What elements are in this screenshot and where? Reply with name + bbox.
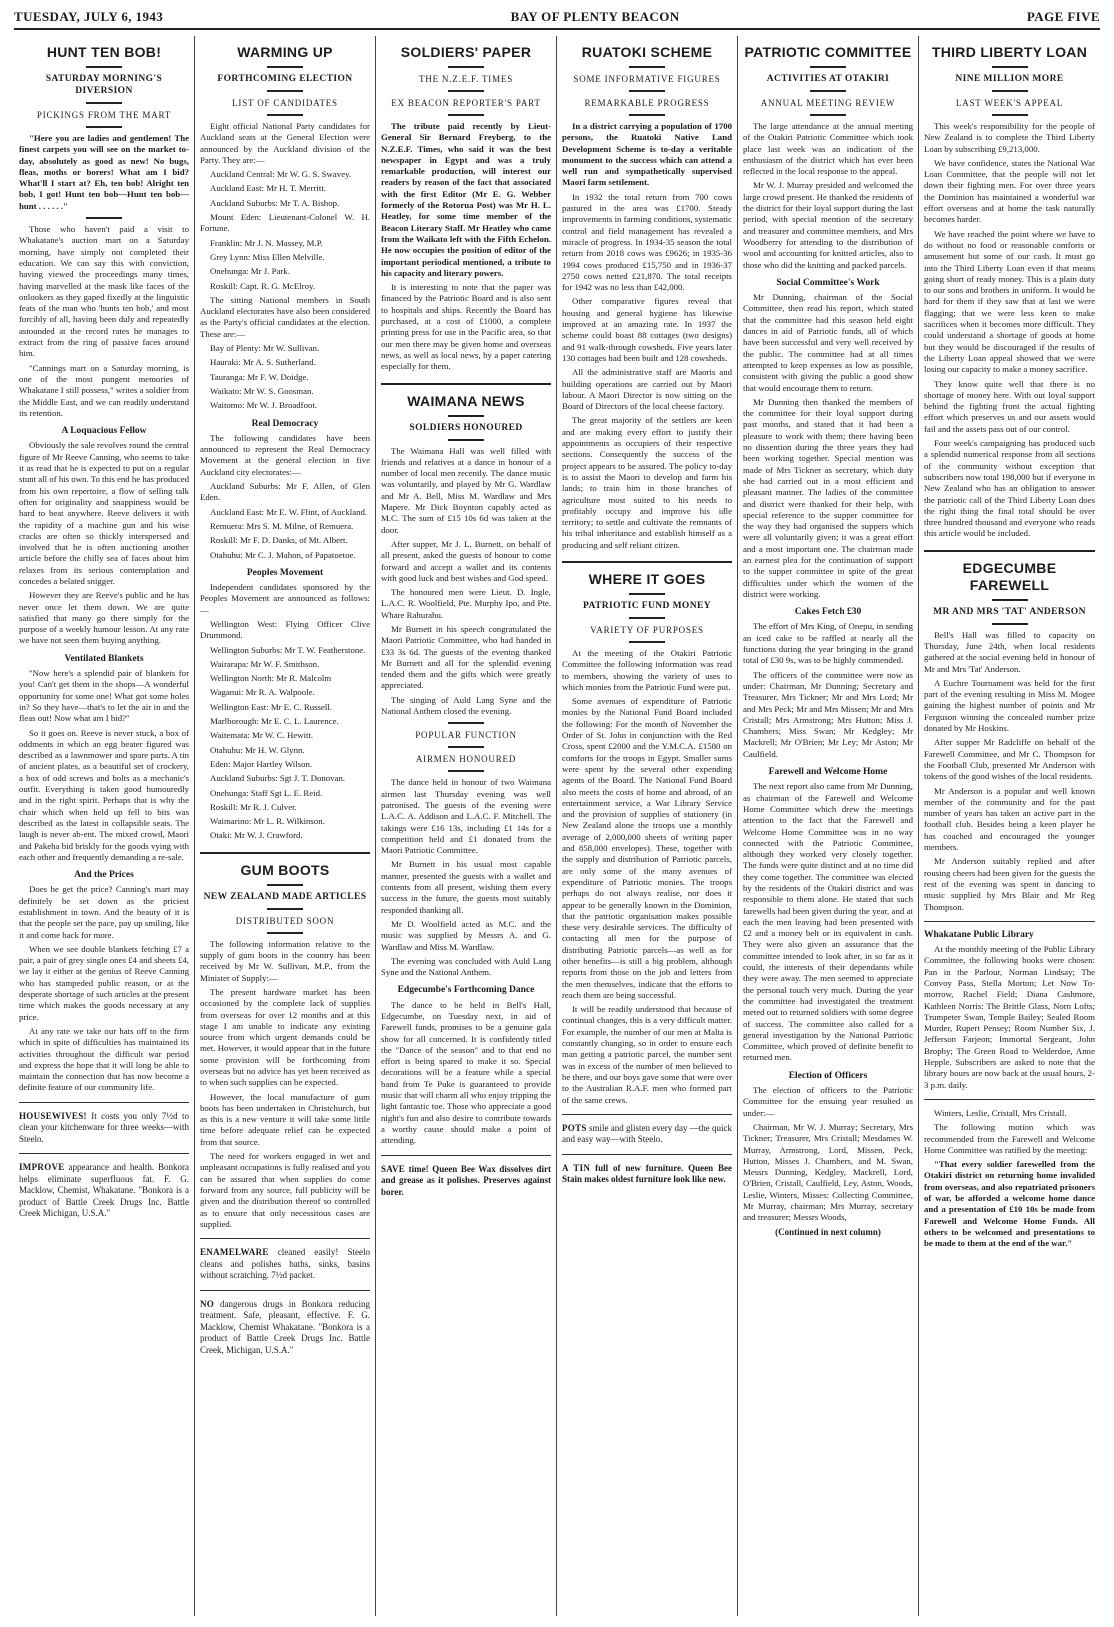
subheading: Real Democracy: [251, 418, 319, 429]
deck: SATURDAY MORNING'S DIVERSION: [45, 74, 163, 96]
divider: [381, 1155, 551, 1156]
divider: [924, 550, 1095, 552]
candidate-entry: Otaki: Mr W. J. Crawford.: [210, 830, 303, 841]
candidate-list: [200, 169, 370, 292]
paragraph: In a district carrying a population of 1700 persons, the Ruatoki Native Land Development Scheme is to-day a veritable monument to the success which can attend a well run and sympathetically supervised Maori farm settlement.: [562, 121, 732, 188]
subheading: Ventilated Blankets: [64, 653, 144, 664]
ad-lead: POTS: [562, 1122, 587, 1133]
candidate-entry: Waganui: Mr R. A. Walpoole.: [210, 687, 315, 698]
deck: NEW ZEALAND MADE ARTICLES: [203, 891, 367, 902]
divider: [86, 66, 122, 68]
paragraph: Mr Anderson suitably replied and after rousing cheers had been given for the guests the rest of the evening was spent in dancing to music supplied by Mrs Blair and Mr Reg Thompson.: [924, 856, 1095, 912]
paragraph: After supper Mr Radcliffe on behalf of the Farewell Committee, and Mr C. Thompson for the Football Club, presented Mr Anderson with tokens of the good wishes of the local residents.: [924, 737, 1095, 782]
paragraph: However, the local manufacture of gum boots has been undertaken in Christchurch, but as this is a new venture it will take some little time before adequate relief can be expected from that source.: [200, 1091, 370, 1147]
deck: EX BEACON REPORTER'S PART: [391, 98, 541, 108]
page-number: PAGE FIVE: [1026, 9, 1100, 24]
candidate-entry: Bay of Plenty: Mr W. Sullivan.: [210, 343, 320, 354]
paragraph: Mr Burnett in his speech congratulated the Maori Patriotic Committee, who had handed in £33 3s 6d. The guests of the evening thanked Mr Burnett and all for the splendid evening tended them and the gifts which were greatly appreciated.: [381, 623, 551, 691]
divider: [448, 90, 484, 92]
column-6: [919, 36, 1100, 1616]
ad-lead: ENAMELWARE: [200, 1247, 269, 1258]
candidate-entry: Auckland East: Mr H. T. Merritt.: [210, 183, 326, 194]
paragraph: The large attendance at the annual meeting of the Otakiri Patriotic Committee which took place last week was an indication of the enthusiasm of the district which has ever been reflected in the local response to the appeal.: [743, 121, 913, 177]
deck: AIRMEN HONOURED: [415, 754, 517, 765]
candidate-entry: Auckland East: Mr E. W. Flint, of Auckland.: [210, 506, 368, 517]
paragraph: The following candidates have been announced to represent the Real Democracy Movement at the general election in five Auckland city electorates:—: [200, 432, 370, 477]
paragraph: At the meeting of the Otakiri Patriotic Committee the following information was read to members, showing the variety of uses to which monies from the Patriotic Fund were put.: [562, 647, 732, 692]
candidate-entry: Grey Lynn: Miss Ellen Melville.: [210, 251, 325, 262]
divider: [448, 770, 484, 772]
candidate-entry: Waitemata: Mr W. C. Hewitt.: [210, 730, 314, 741]
deck: POPULAR FUNCTION: [415, 730, 517, 741]
headline-ruatoki-scheme: RUATOKI SCHEME: [581, 44, 713, 60]
headline-hunt-ten-bob: HUNT TEN BOB!: [46, 44, 162, 60]
candidate-entry: Auckland Suburbs: Sgt J. T. Donovan.: [210, 773, 346, 784]
candidate-entry: Onehunga: Staff Sgt L. E. Reid.: [210, 787, 323, 798]
divider: [267, 884, 303, 886]
divider: [992, 114, 1028, 116]
divider: [19, 1153, 189, 1154]
divider: [629, 90, 665, 92]
divider: [267, 90, 303, 92]
paragraph: Mr Dunning, chairman of the Social Committee, then read his report, which stated that the committee had this season held eight dances in aid of Patriotic funds, all of which have been successful and very well received by the public. The committee had at all times attempted to keep expenses as low as possible, consistent with giving the public a good show that would encourage them to return.: [743, 292, 913, 393]
paragraph: Obviously the sale revolves round the central figure of Mr Reeve Canning, who seems to take it as read that he is expected to put on a regular stunt all of his own. To this end he has produced from his own repertoire, a flow of selling talk often for originality and snappiness would be hard to beat anywhere. Reeve delivers it with the rapidity of a machine gun and his wise cracks are often so thickly interspersed and involved that he is often auctioning another article before the chilly sea of faces about him relaxes from its serious contemplation and concedes a belated snigger.: [19, 440, 190, 586]
issue-date: TUESDAY, JULY 6, 1943: [14, 9, 164, 24]
candidate-entry: Auckland Suburbs: Mr F. Allen, of Glen Eden.: [200, 481, 370, 503]
continued-note: (Continued in next column): [775, 1226, 881, 1237]
headline-soldiers-paper: SOLDIERS' PAPER: [400, 44, 532, 60]
divider: [629, 641, 665, 643]
ad-lead: NO: [200, 1298, 215, 1309]
paragraph: We have confidence, states the National War Loan Committee, that the people will not let down their fighting men. For over three years the Dominion has maintained a wonderful war effort overseas and at home the task naturally becomes harder.: [924, 157, 1095, 225]
column-5: [738, 36, 919, 1616]
candidate-entry: Roskill: Capt. R. G. McElroy.: [210, 280, 315, 291]
headline-patriotic-committee: PATRIOTIC COMMITTEE: [744, 44, 912, 60]
headline-third-liberty-loan: THIRD LIBERTY LOAN: [931, 44, 1088, 60]
deck: REMARKABLE PROGRESS: [584, 98, 710, 108]
subheading: Cakes Fetch £30: [794, 607, 862, 618]
paragraph: This week's responsibility for the people of New Zealand is to complete the Third Liberty Loan by subscribing £9,213,000.: [924, 121, 1095, 154]
divider: [381, 383, 551, 385]
paragraph: All the administrative staff are Maoris and building operations are carried out by Maori labour. A Maori Director is now sitting on the Board of Directors of the local cheese factory.: [562, 367, 732, 412]
candidate-list: [200, 343, 370, 411]
divider: [448, 415, 484, 417]
column-4: [557, 36, 738, 1616]
column-3: [376, 36, 557, 1616]
candidate-entry: Waimarino: Mr L. R. Wilkinson.: [210, 816, 325, 827]
paragraph: It will be readily understood that because of continual changes, this is a very difficult matter. For example, the number of our men at Malta is constantly changing, so in order to ensure each man getting a patriotic parcel, the number sent was in excess of the number of men believed to be there, and our boys gave some that were over to the Australian R.A.F. men who formed part of the same crews.: [562, 1004, 733, 1105]
column-2: [195, 36, 376, 1616]
deck: SOME INFORMATIVE FIGURES: [573, 74, 721, 84]
masthead: [14, 6, 1100, 30]
column-1: [14, 36, 195, 1616]
candidate-entry: Hauraki: Mr A. S. Sutherland.: [210, 357, 316, 368]
deck: LIST OF CANDIDATES: [232, 98, 338, 108]
ad-lead: HOUSEWIVES!: [19, 1110, 87, 1121]
subheading: Peoples Movement: [246, 567, 324, 578]
paragraph: "Now here's a splendid pair of blankets for you! Can't get them in the shops—A wonderful opportunity for some one! What got some holes in? So they have—that's to let the air in and the fleas out! Now what am I bid?": [19, 668, 189, 724]
divider: [992, 90, 1028, 92]
paragraph: Four week's campaigning has produced such a splendid numerical response from all sections of the community without exception that subscribers now total 198,000 but if everyone in New Zealand who has an obligation to answer the patriotic call of the Third Liberty Loan does the right thing the final total should be over three hundred thousand and everyone who reads this article would be included.: [924, 438, 1095, 539]
divider: [200, 852, 370, 854]
candidate-entry: Otahuhu: Mr H. W. Glynn.: [210, 744, 305, 755]
candidate-list: [200, 481, 370, 561]
ad-text: cleaned easily! Steelo cleans and polishes baths, sinks, basins without scratching. 7½d packet.: [200, 1247, 371, 1281]
headline-where-it-goes: WHERE IT GOES: [588, 570, 706, 587]
paragraph: Mr Burnett in his usual most capable manner, presented the guests with a wallet and contents from all present, wishing them every success in the future, the guests most suitably responded thanking all.: [381, 859, 551, 915]
candidate-entry: Waitomo: Mr W. J. Broadfoot.: [210, 400, 318, 411]
divider: [629, 114, 665, 116]
headline-warming-up: WARMING UP: [237, 44, 333, 60]
candidate-entry: Franklin: Mr J. N. Massey, M.P.: [210, 237, 323, 248]
candidate-entry: Mount Eden: Lieutenant-Colonel W. H. Fortune.: [200, 212, 370, 234]
headline-waimana-news: WAIMANA NEWS: [407, 392, 525, 409]
paragraph: The election of officers to the Patriotic Committee for the ensuing year resulted as under:—: [743, 1085, 913, 1118]
divider: [562, 1154, 732, 1155]
paragraph: Eight official National Party candidates for Auckland seats at the General Election were announced by the Auckland division of the Party. They are:—: [200, 121, 370, 165]
paragraph: A Euchre Tournament was held for the first part of the evening resulting in Miss M. Mogee gaining the highest number of points and Mr Ferguson winning the concealed number prize donated by Mr Hoskins.: [924, 677, 1095, 734]
paragraph: The next report also came from Mr Dunning, as chairman of the Farewell and Welcome Home Committee which drew the meetings attention to the fact that the Farewell and Welcome Home Committee was in no way connected with the Patriotic Committee, although they worked very closely together. The funds were quite distinct and at no time did they come together. The committee was elected by the residents of the Otakiri district and was responsible to them alone. He stated that such farewells had been given during the year, and at each the men leaving had been presented with £2 and a money belt or its equivalent in cash. They were also given an assurance that the committee intended to look after, in so far as it could, the interests of their dependants while they were away. The men seemed to appreciate the personal touch very much. During the year the committee had investigated the treatment meted out to returned soldiers with some degree of success. The committee also called for a general investigation by the National Patriotic Committee, which proved of definite benefit to returned men.: [743, 781, 913, 1063]
ad-text: appearance and health. Bonkora helps eliminate superfluous fat. F. G. Macklow, Chemist, Whakatane. "Bonkora is a product of Battle Creek Drugs Inc. Battle Creek Michigan, U.S.A.": [19, 1162, 189, 1219]
deck: ACTIVITIES AT OTAKIRI: [766, 74, 890, 84]
paragraph: The present hardware market has been occasioned by the complete lack of supplies from overseas for over 12 months and at this stage I am unable to indicate any existing source from which urgent demands could be met. However, it would appear that in the future some provision will be forthcoming from overseas but no advice has yet been received as to when such supplies can be expected.: [200, 986, 370, 1088]
paragraph: The great majority of the settlers are keen and are making every effort to justify their appointments as occupiers of their respective sections. Consequently the success of the project appears to be assured. The policy to-day is to assist the Maori to develop and farm his lands; to train him in those branches of agriculture most suited to his needs to profitably occupy and improve his idle territory; to settle and cultivate the remnants of his tribal inheritance and establish himself as a producing and self reliant citizen.: [562, 415, 732, 550]
paragraph: "Here you are ladies and gentlemen! The finest carpets you will see on the market to-day, absolutely as good as new! No bugs, fleas, moths or borers! What am I bid? What'll I start at? Eh, ten bob! Alright ten bob, I got! Hunt ten bob—Hunt ten bob—hunt . . . . . .": [19, 133, 189, 211]
candidate-entry: Wellington North: Mr R. Malcolm: [210, 673, 332, 684]
subheading: A Loquacious Fellow: [61, 426, 147, 437]
candidate-list: [200, 619, 370, 842]
divider: [810, 90, 846, 92]
paragraph: At the monthly meeting of the Public Library Committee, the following books were chosen: Pan in the Parlour, Norman Lindsay; The Convoy Pass, Stella Morton; Let Now To-morrow, Rachel Field; Diana Cashmore, Kathleen Norris: The Brittle Glass, Norn Lofts; Trumpeter Swan, Temple Bailey; Sealed Room Murder, Rupert Pensey; Room Number Six, J. Jefferson Farjeon; Immortal Sergeant, John Brophy; The Green Road to Welderdoe, Anne Hepple. Subscribers are asked to note that the library hours are now back at the usual hours, 2-3 p.m. daily.: [924, 944, 1095, 1090]
deck: DISTRIBUTED SOON: [235, 915, 335, 926]
paragraph: When we see double blankets fetching £7 a pair, a pair of grey single ones £4 and sheets £4, we lay it either at the genius of Reeve Canning who has stampeded public reason, or at the desperate shortage of such articles at the present time which makes the goods necessary at any price.: [19, 943, 189, 1022]
classified-ad: [200, 1247, 370, 1282]
subheading: Election of Officers: [788, 1070, 868, 1081]
divider: [924, 1099, 1095, 1100]
divider: [448, 746, 484, 748]
ad-text: smile and glisten every day —the quick and easy way—with Steelo.: [562, 1122, 733, 1145]
news-columns: [14, 36, 1100, 1616]
candidate-entry: Wellington Suburbs: Mr T. W. Featherstone.: [210, 644, 366, 655]
divider: [992, 66, 1028, 68]
candidate-entry: Otahuhu: Mr C. J. Mahon, of Papatoetoe.: [210, 549, 356, 560]
paragraph: In 1932 the total return from 700 cows pastured in the area was £1700. Steady improvements in farming conditions, systematic control and field management has revealed a miracle of progress. In 1934-35 season the total return from 2018 cows was £9626; in 1935-36 1994 cows produced £15,750 and in 1936-37 2750 cows netted £21,870. The total receipts for 1942 was no less than £42,000.: [562, 191, 732, 293]
paragraph: The honoured men were Lieut. D. Ingle, L.A.C. R. Woolfield, Pte. Murphy Ipo, and Pte. Whare Rahurahu.: [381, 587, 551, 620]
deck: SOLDIERS HONOURED: [409, 422, 523, 433]
subheading: Social Committee's Work: [776, 277, 880, 288]
ad-lead: A TIN: [562, 1162, 591, 1173]
divider: [810, 114, 846, 116]
classified-ad: [562, 1163, 732, 1186]
paragraph: Mr Anderson is a popular and well known member of the community and for the past number of years has taken an active part in the football club. Besides being a keen player he has coached and encouraged the younger members.: [924, 785, 1095, 853]
paragraph: Chairman, Mr W. J. Murray; Secretary, Mrs Tickner; Treasurer, Mrs Cristall; Mesdames W. Murray, Armstrong, Lord, Missen, Peck, Hutton, Misses J. Chambers, and M. Swan, Messrs Dunning, Kedgley, Mackrell, Lord, O'Brien, Cristall, Caulfield, Ley, Aston, Woods, Leslie, Winters, Misses: Collecting Committee, Mr Murray, chairman; Mrs Murray, secretary and treasurer; Messrs Woods,: [743, 1121, 913, 1223]
divider: [448, 722, 484, 724]
paragraph: The sitting National members in South Auckland electorates have also been considered as the Party's official candidates at the election. These are:—: [200, 294, 370, 339]
paragraph: Mr W. J. Murray presided and welcomed the large crowd present. He thanked the residents of the district for their loyal support during the last period, with special mention of the secretary and treasurer and committee members, and Mrs Woodberry for attending to the distribution of wool and accounting for knitted articles, also to those who did the knitting and packed parcels.: [743, 180, 913, 270]
paragraph: Bell's Hall was filled to capacity on Thursday, June 24th, when local residents gathered at the social evening held in honour of Mr and Mrs 'Tat' Anderson.: [924, 629, 1095, 674]
divider: [810, 66, 846, 68]
deck: PATRIOTIC FUND MONEY: [583, 600, 711, 611]
divider: [200, 1290, 370, 1291]
divider: [629, 66, 665, 68]
candidate-entry: Eden: Major Hartley Wilson.: [210, 758, 313, 769]
paragraph: "Cannings mart on a Saturday morning, is one of the most pungent memories of Whakatane I still possess," writes a soldier from the Middle East, and we can readily understand its retention.: [19, 362, 189, 418]
ad-lead: SAVE: [381, 1163, 406, 1174]
ad-text: It costs you only 7½d to clean your kitchenware for three weeks—with Steelo.: [19, 1110, 190, 1144]
divider: [448, 66, 484, 68]
paragraph: The need for workers engaged in wet and unpleasant occupations is fully realised and you can be assured that when supplies do come forward from any source, full publicity will be given and the distribution thereof so controlled as to ensure that only necessitous cases are supplied.: [200, 1151, 370, 1229]
paragraph: The dance to be held in Bell's Hall, Edgecumbe, on Tuesday next, in aid of Farewell funds, promises to be a genuine gala show for all concerned. It is confidently titled the "Dance of the season" and to that end no effort is being spared to make it so. Special decorations will be a feature while a special band from Te Puke is guaranteed to provide music that will charm all who enjoy tripping the light fantastic toe. Those who appreciate a good night's fun and also desire to contribute towards a worthy cause should make a point of attending.: [381, 999, 551, 1146]
divider: [267, 932, 303, 934]
divider: [86, 217, 122, 219]
divider: [629, 617, 665, 619]
deck: VARIETY OF PURPOSES: [590, 624, 704, 635]
paragraph: After supper, Mr J. L. Burnett, on behalf of all present, asked the guests of honour to come forward and accept a wallet and its contents with good luck and best wishes and God speed.: [381, 538, 551, 583]
paragraph: The officers of the committee were now as under: Chairman, Mr Dunning; Secretary and Treasurer, Mrs Tickner; Mr and Mrs Lord; Mr and Mrs Peck; Mr and Mrs Missen; Mr and Mrs Cristall; Mrs Armstrong; Mrs Hutton; Miss J. Chambers; Miss Swan; Mr Kedgley; Mr Mackrell; Mr O'Brien; Mr Ley; Mr Aston; Mr Caulfield.: [743, 669, 913, 759]
divider: [448, 439, 484, 441]
candidate-entry: Remuera: Mrs S. M. Milne, of Remuera.: [210, 520, 354, 531]
classified-ad: [381, 1164, 551, 1199]
candidate-entry: Wellington East: Mr E. C. Russell.: [210, 701, 332, 712]
paragraph: The effort of Mrs King, of Onepu, in sending an iced cake to be raffled at nearly all the functions during the year bringing in the grand total of £30 9s, was to be highly commended.: [743, 621, 913, 666]
divider: [924, 921, 1095, 922]
paragraph: Other comparative figures reveal that housing and general hygiene has likewise improved at an amazing rate. In 1937 the scheme could boast 88 cottages (two designs) and 91 walk-through cowsheds. Five years later 130 cottages had been built and 128 cowsheds.: [562, 296, 732, 363]
paragraph: The singing of Auld Lang Syne and the National Anthem closed the evening.: [381, 694, 551, 717]
subheading: Farewell and Welcome Home: [768, 767, 888, 778]
divider: [86, 102, 122, 104]
headline-gum-boots: GUM BOOTS: [240, 861, 330, 878]
paragraph: The following information relative to the supply of gum boots in the country has been received by Mr W. Sullivan, M.P., from the Minister of Supply:—: [200, 938, 370, 983]
classified-ad: [562, 1123, 732, 1146]
deck: ANNUAL MEETING REVIEW: [760, 98, 896, 108]
divider: [267, 114, 303, 116]
divider: [267, 908, 303, 910]
candidate-entry: Tauranga: Mr F. W. Doidge.: [210, 371, 309, 382]
divider: [992, 623, 1028, 625]
ad-text: time! Queen Bee Wax dissolves dirt and grease as it polishes. Preserves against borer.: [381, 1163, 552, 1197]
headline-edgecumbe-farewell: EDGECUMBE FAREWELL: [962, 559, 1057, 593]
paragraph: However they are Reeve's public and he has never once let them down. We are quite satisfied that many go there simply for the purpose of a weekly humour lesson. At any rate we have not seen them buying anything.: [19, 590, 189, 646]
candidate-entry: Onehunga: Mr J. Park.: [210, 266, 290, 277]
paragraph: Independent candidates sponsored by the Peoples Movement are announced as follows:—: [200, 582, 370, 615]
divider: [992, 599, 1028, 601]
paragraph: We have reached the point where we have to do without no food or reasonable comforts or amusement but some of our cash. It must go into the Third Liberty Loan even if that means going short of ready money. This is a plain duty to our sons and brothers in uniform. It would be hard for them if they saw that at last we were flagging; that we were less keen to make sacrifices when it becomes more difficult. They could understand a shortage of goods at home but they would be discouraged if the results of the Liberty Loan appeal showed that we were losing our capacity to make a money sacrifice.: [924, 228, 1095, 375]
candidate-entry: Auckland Suburbs: Mr T. A. Bishop.: [210, 197, 340, 208]
deck: THE N.Z.E.F. TIMES: [418, 74, 513, 84]
candidate-entry: Wellington West: Flying Officer Clive Drummond.: [200, 618, 370, 641]
divider: [629, 593, 665, 595]
divider: [19, 1102, 189, 1103]
paragraph: The Waimana Hall was well filled with friends and relatives at a dance in honour of a number of local men recently. The dance music was voluntarily, and played by Mr G. Wardlaw and Mr A. Bell, Miss M. Wardlaw and Mrs Mapere. Mr Dick Boynton capably acted as M.C. The sum of £15 10s 6d was taken at the door.: [381, 445, 551, 535]
divider: [200, 1238, 370, 1239]
candidate-entry: Wairarapa: Mr W. F. Smithson.: [210, 658, 320, 669]
candidate-entry: Waikato: Mr W. S. Goosman.: [210, 385, 314, 396]
subheading: Whakatane Public Library: [924, 929, 1034, 940]
ad-text: dangerous drugs in Bonkora reducing treatment. Safe, pleasant, effective. F. G. Macklow, Chemist Whakatane. "Bonkora is a product of Battle Creek Drugs Inc. Battle Creek, Michigan, U.S.A.": [200, 1298, 370, 1355]
candidate-entry: Roskill: Mr R. J. Culver.: [210, 801, 297, 812]
divider: [562, 561, 732, 563]
candidate-entry: Marlborough: Mr E. C. L. Laurence.: [210, 716, 339, 727]
paragraph: Winters, Leslie, Cristall, Mrs Cristall.: [934, 1107, 1067, 1118]
paragraph: The following motion which was recommended from the Farewell and Welcome Home Committee was ratified by the meeting:: [924, 1122, 1095, 1155]
divider: [448, 114, 484, 116]
divider: [86, 126, 122, 128]
paragraph: The evening was concluded with Auld Lang Syne and the National Anthem.: [381, 955, 551, 978]
ad-lead: IMPROVE: [19, 1162, 65, 1173]
divider: [562, 1114, 732, 1115]
classified-ad: [19, 1111, 189, 1146]
paragraph: The tribute paid recently by Lieut-General Sir Bernard Freyberg, to the N.Z.E.F. Times, who said it was the best newspaper in Egypt and was a truly remarkable production, will interest our readers by reason of the fact that associated with the first Editor (Mr E. G. Webber formerly of the Rotorua Post) was Mr H. L. Heatley, for some time member of the Beacon Literary Staff. Mr Heatley who came from the Waikato left with the Fifth Echelon. He now occupies the position of editor of the important periodical mentioned, a tribute to his capacity and literary powers.: [381, 121, 551, 278]
classified-ad: [19, 1162, 189, 1220]
paragraph: Mr D. Woolfield acted as M.C. and the music was supplied by Messrs A. and G. Wardlaw and Miss M. Wardlaw.: [381, 918, 551, 952]
paragraph: It is interesting to note that the paper was financed by the Patriotic Board and is also sent to hospitals and ships. Recently the Board has purchased, at a cost of £1000, a complete printing press for use in the Pacific area, so that our men there may be given home and overseas news, as well as local news, by a paper catering especially for them.: [381, 282, 551, 372]
subheading: And the Prices: [74, 870, 134, 881]
paragraph: Does he get the price? Canning's mart may definitely be set down as the priciest establishment in town. And the beauty of it is that the people set the pace, pay up smiling, like it and come back for more.: [19, 884, 189, 940]
deck: PICKINGS FROM THE MART: [36, 110, 172, 120]
divider: [267, 66, 303, 68]
subheading: Edgecumbe's Forthcoming Dance: [397, 985, 535, 996]
paragraph: "That every soldier farewelled from the Otakiri district on returning home invalided from overseas, and also repatriated prisoners of war, be afforded a welcome home dance and a presentation of £10 10s be made from Farewell and Welcome Home Funds. All others to be welcomed and presentations to be made to them at the end of the war.": [924, 1159, 1095, 1249]
candidate-entry: Roskill: Mr F. D. Danks, of Mt. Albert.: [210, 535, 348, 546]
paragraph: Mr Dunning then thanked the members of the committee for their loyal support during past months, and stated that it had been a pleasure to work with them; there having been no dissention during the three years they had been working together. Special mention was made of Mrs Tickner as secretary, which duty she had carried out in a most efficient and pleasant manner. The ladies of the committee and district were thanked for their help, with special reference to the supper committee for the way they had organised the suppers which were all voluntarily given; it was a great effort and a most important one. The chairman made an earnest plea for the continuation of support to the supper committee in spite of the great difficulties under which the women of the district were working.: [743, 396, 913, 599]
paper-name: BAY OF PLENTY BEACON: [510, 9, 680, 24]
paragraph: So it goes on. Reeve is never stuck, a box of oddments in which an egg beater figured was described as a lawnmower and spare parts. A tin of ancient plates, as a beautiful set of crockery, a box of odd screws and bolts as a mechanic's outfit. Everything is taken good humouredly and in the right spirit. Perhaps that is why the chair which when held up fell to bits was described as the latest in collapsible seats. The laugh is never ab-ent. The mixed crowd, Maori and Pakeha bid briskly for the goods vying with each other and frequently demanding a re-sale.: [19, 727, 189, 862]
candidate-entry: Auckland Central: Mr W. G. S. Swavey.: [210, 169, 352, 180]
paragraph: The dance held in honour of two Waimana airmen last Thursday evening was well patronised. The guests of the evening were L.A.C. A. Addison and L.A.C. F. Mitchell. The takings were £16 13s, including £1 14s for a competition held and £1 donated from the Maori Patriotic Committee.: [381, 777, 551, 856]
deck: LAST WEEK'S APPEAL: [955, 98, 1064, 108]
paragraph: They know quite well that there is no shortage of money here. With out loyal support behind the fighting front the actual fighting effort which preserves us and our assets would fail and the assets pass out of our control.: [924, 378, 1095, 434]
paragraph: Those who haven't paid a visit to Whakatane's auction mart on a Saturday morning, have simply not completed their education. We can say this with conviction, having viewed the proceedings many times, having marvelled at the mask like faces of the onlookers as they gaped fixedly at the linguistic feats of the man who 'hunts ten bob,' and most forcibly of all, having been duly and repeatedly astounded at the record rates he manages to extract from the ring of passive faces around him.: [19, 224, 189, 359]
paragraph: At any rate we take our hats off to the firm which in spite of difficulties has maintained its activities throughout the difficult war period and express the hope that it will long be able to maintain the connection that has now become a definite feature of our community life.: [19, 1025, 189, 1093]
deck: FORTHCOMING ELECTION: [217, 74, 353, 84]
deck: MR AND MRS 'TAT' ANDERSON: [933, 606, 1086, 617]
deck: NINE MILLION MORE: [955, 74, 1064, 84]
paragraph: Some avenues of expenditure of Patriotic monies by the National Fund Board included the following: For the month of November the Order of St. John in conjunction with the Red Cross, spent £2000 and the Y.M.C.A. £1580 on comforts for the troops in Egypt. Smaller sums were spent by the several other expending agents of the Board. The National Fund Board also meets the costs of home and abroad, of an entertainment service, a War Library Service and the provision of supplies of stationery (in New Zealand alone the troops use a monthly average of 2,000,000 sheets of writing paper and 858,000 envelopes). These, together with the supply and distribution of Patriotic parcels, are only some of the many avenues of expenditure of Patriotic monies. The troops perhaps do not always realise, nor does it appear to be generally known in the Dominion, that the patriotic organisation makes possible these very desirable services. The difficulty of contacting all men for the purpose of distributing Patriotic parcels—as well as for other benefits—is still a big problem, although reports from those on the job and letters from the men themselves, indicate that the efforts to reach them are being successful.: [562, 696, 732, 1000]
ad-text: full of new furniture. Queen Bee Stain makes oldest furniture look like new.: [562, 1162, 732, 1185]
classified-ad: [200, 1299, 370, 1357]
